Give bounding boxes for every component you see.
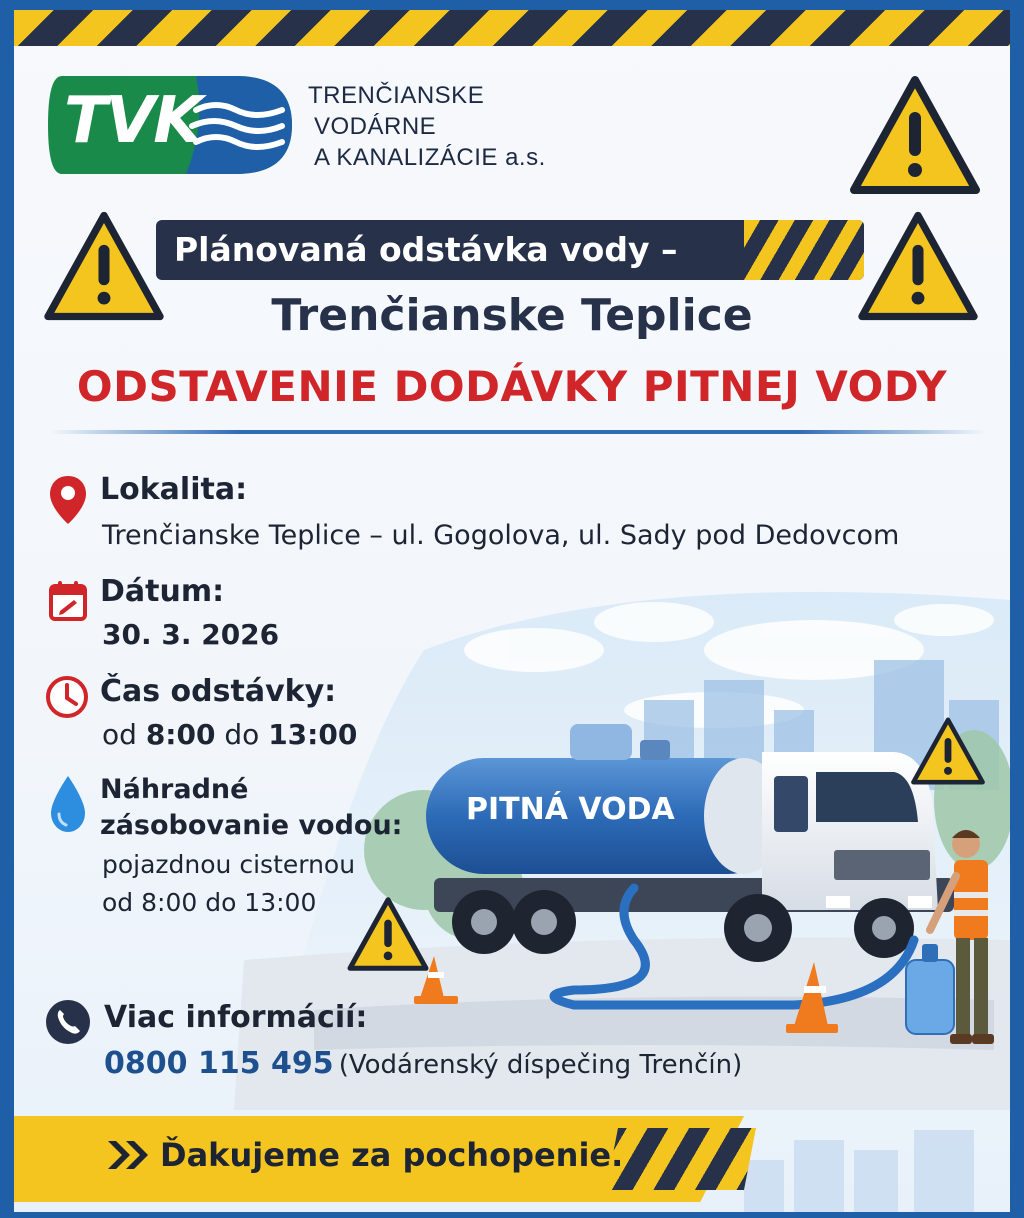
company-name-line2: VODÁRNE <box>314 113 437 140</box>
replacement-value-line2: od 8:00 do 13:00 <box>102 888 317 917</box>
calendar-icon <box>48 580 88 622</box>
place-title: Trenčianske Teplice <box>271 290 753 341</box>
replacement-value-line1: pojazdnou cisternou <box>102 850 356 879</box>
replacement-label-line2: zásobovanie vodou: <box>100 810 403 841</box>
company-name-line1: TRENČIANSKE <box>308 82 485 109</box>
contact-label: Viac informácií: <box>104 1000 368 1035</box>
announcement-banner <box>156 220 864 280</box>
time-label: Čas odstávky: <box>100 674 337 709</box>
location-label: Lokalita: <box>100 472 248 507</box>
footer-hazard-stripes <box>606 1128 756 1190</box>
clock-icon <box>44 674 90 720</box>
warning-icon <box>848 74 982 196</box>
time-prefix: od <box>102 718 137 751</box>
warning-icon <box>910 716 986 786</box>
replacement-label-line1: Náhradné <box>100 774 249 805</box>
phone-number-link[interactable]: 0800 115 495 <box>104 1046 334 1081</box>
date-value: 30. 3. 2026 <box>102 618 280 651</box>
phone-icon <box>44 998 92 1046</box>
date-label: Dátum: <box>100 574 225 609</box>
tank-label: PITNÁ VODA <box>466 792 675 827</box>
footer-thanks: Ďakujeme za pochopenie. <box>160 1136 624 1174</box>
divider <box>50 430 986 434</box>
alert-title: ODSTAVENIE DODÁVKY PITNEJ VODY <box>76 362 948 411</box>
contact-line <box>104 1046 742 1081</box>
double-chevron-icon <box>106 1138 152 1172</box>
time-end: 13:00 <box>268 718 358 751</box>
time-value <box>102 718 357 751</box>
location-pin-icon <box>48 474 88 526</box>
logo-initials: TVK <box>64 84 201 158</box>
company-name <box>308 80 546 173</box>
warning-icon <box>346 896 430 972</box>
location-value: Trenčianske Teplice – ul. Gogolova, ul. Sady pod Dedovcom <box>102 520 900 551</box>
poster <box>14 10 1010 1212</box>
banner-hazard-stripes <box>744 220 864 280</box>
banner-text: Plánovaná odstávka vody – <box>174 230 678 269</box>
company-name-line3: A KANALIZÁCIE a.s. <box>314 144 546 171</box>
phone-note: (Vodárenský díspečing Trenčín) <box>338 1050 743 1080</box>
water-drop-icon <box>48 774 88 834</box>
time-mid: do <box>224 718 260 751</box>
time-start: 8:00 <box>145 718 216 751</box>
